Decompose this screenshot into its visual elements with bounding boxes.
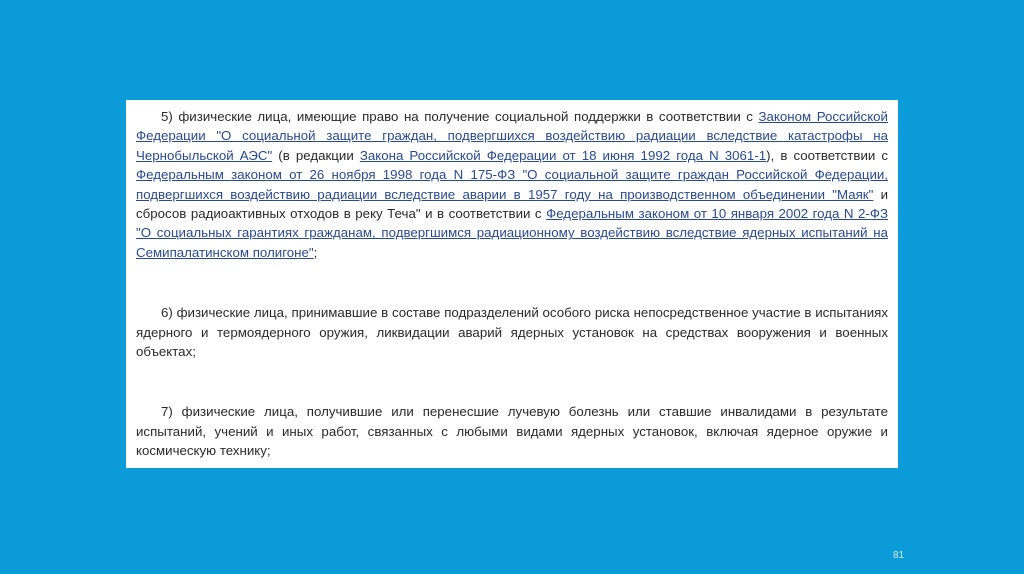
paragraph-item-6	[136, 303, 888, 361]
paragraph-text: ), в соответствии с	[766, 147, 889, 163]
law-link-2-fz[interactable]: Федеральным законом от 10 января 2002 года N 2-ФЗ "О социальных гарантиях гражданам, подвергшимся радиационному воздействию вследствие ядерных испытаний на Семипалатинском полигоне"	[136, 206, 889, 260]
paragraph-text: 7) физические лица, получившие или перенесшие лучевую болезнь или ставшие инвалидами в результате испытаний, учений и иных работ, связанных с любыми видами ядерных установок, включая ядерное оружие и космическую технику;	[136, 404, 888, 459]
paragraph-item-7	[136, 402, 888, 460]
paragraph-text: (в редакции	[272, 147, 360, 163]
law-link-175-fz[interactable]: Федеральным законом от 26 ноября 1998 года N 175-ФЗ "О социальной защите граждан Российской Федерации, подвергшихся воздействию радиации вследствие аварии в 1957 году на производственном объединении "Маяк"	[136, 167, 888, 202]
paragraph-text: 5) физические лица, имеющие право на получение социальной поддержки в соответствии с	[161, 109, 759, 124]
document-excerpt	[126, 100, 898, 468]
paragraph-text: и сбросов радиоактивных отходов в реку Теча" и в соответствии с	[136, 186, 889, 222]
paragraph-text: 6) физические лица, принимавшие в составе подразделений особого риска непосредственное участие в испытаниях ядерного и термоядерного оружия, ликвидации аварий ядерных установок на средствах вооружения и военных объектах;	[136, 305, 888, 360]
slide-number: 81	[893, 550, 905, 561]
law-link-chernobyl[interactable]: Законом Российской Федерации "О социальной защите граждан, подвергшихся воздействию радиации вследствие катастрофы на Чернобыльской АЭС"	[136, 109, 888, 163]
law-link-3061-1[interactable]: Закона Российской Федерации от 18 июня 1992 года N 3061-1	[359, 147, 767, 163]
paragraph-text: ;	[313, 244, 318, 260]
paragraph-item-5	[136, 107, 888, 262]
